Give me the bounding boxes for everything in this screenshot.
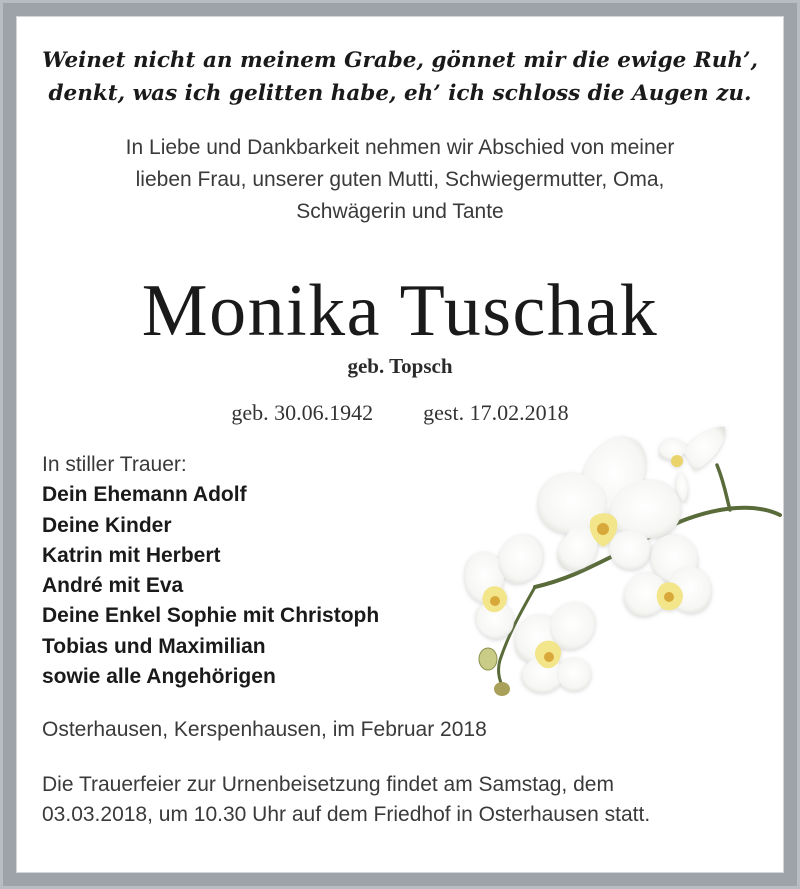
mourner-entry: Deine Enkel Sophie mit Christoph bbox=[42, 604, 380, 628]
place-and-date: Osterhausen, Kerspenhausen, im Februar 2018 bbox=[42, 718, 487, 741]
service-line: 03.03.2018, um 10.30 Uhr auf dem Friedhof in Osterhausen statt. bbox=[42, 803, 651, 826]
intro-line: Schwägerin und Tante bbox=[296, 200, 504, 223]
orchid-flower bbox=[515, 603, 595, 693]
mourner-entry: Deine Kinder bbox=[42, 513, 172, 537]
death-date: gest. 17.02.2018 bbox=[423, 400, 569, 425]
mourner-entry: Tobias und Maximilian bbox=[42, 634, 266, 658]
mourners-lead: In stiller Trauer: bbox=[42, 453, 187, 476]
intro-line: In Liebe und Dankbarkeit nehmen wir Abschied von meiner bbox=[125, 136, 675, 159]
maiden-name: geb. Topsch bbox=[347, 354, 453, 378]
intro-line: lieben Frau, unserer guten Mutti, Schwiegermutter, Oma, bbox=[135, 168, 665, 191]
mourner-entry: Katrin mit Herbert bbox=[42, 543, 221, 567]
farewell-intro bbox=[0, 132, 800, 228]
mourner-entry: Dein Ehemann Adolf bbox=[42, 483, 247, 507]
mourner-entry: André mit Eva bbox=[42, 574, 184, 598]
mourner-entry: sowie alle Angehörigen bbox=[42, 665, 276, 689]
orchid-illustration bbox=[455, 415, 790, 705]
orchid-stem bbox=[717, 465, 730, 510]
birth-date: geb. 30.06.1942 bbox=[231, 400, 374, 425]
verse-line: denkt, was ich gelitten habe, eh’ ich schloss die Augen zu. bbox=[48, 81, 752, 106]
funeral-service-info bbox=[42, 770, 650, 830]
mourners-list bbox=[42, 450, 379, 692]
deceased-name: Monika Tuschak bbox=[141, 270, 659, 352]
memorial-verse bbox=[0, 44, 800, 110]
service-line: Die Trauerfeier zur Urnenbeisetzung findet am Samstag, dem bbox=[42, 773, 614, 796]
orchid-bud bbox=[494, 682, 510, 696]
orchid-bud bbox=[479, 648, 497, 670]
verse-line: Weinet nicht an meinem Grabe, gönnet mir die ewige Ruh’, bbox=[42, 48, 758, 73]
